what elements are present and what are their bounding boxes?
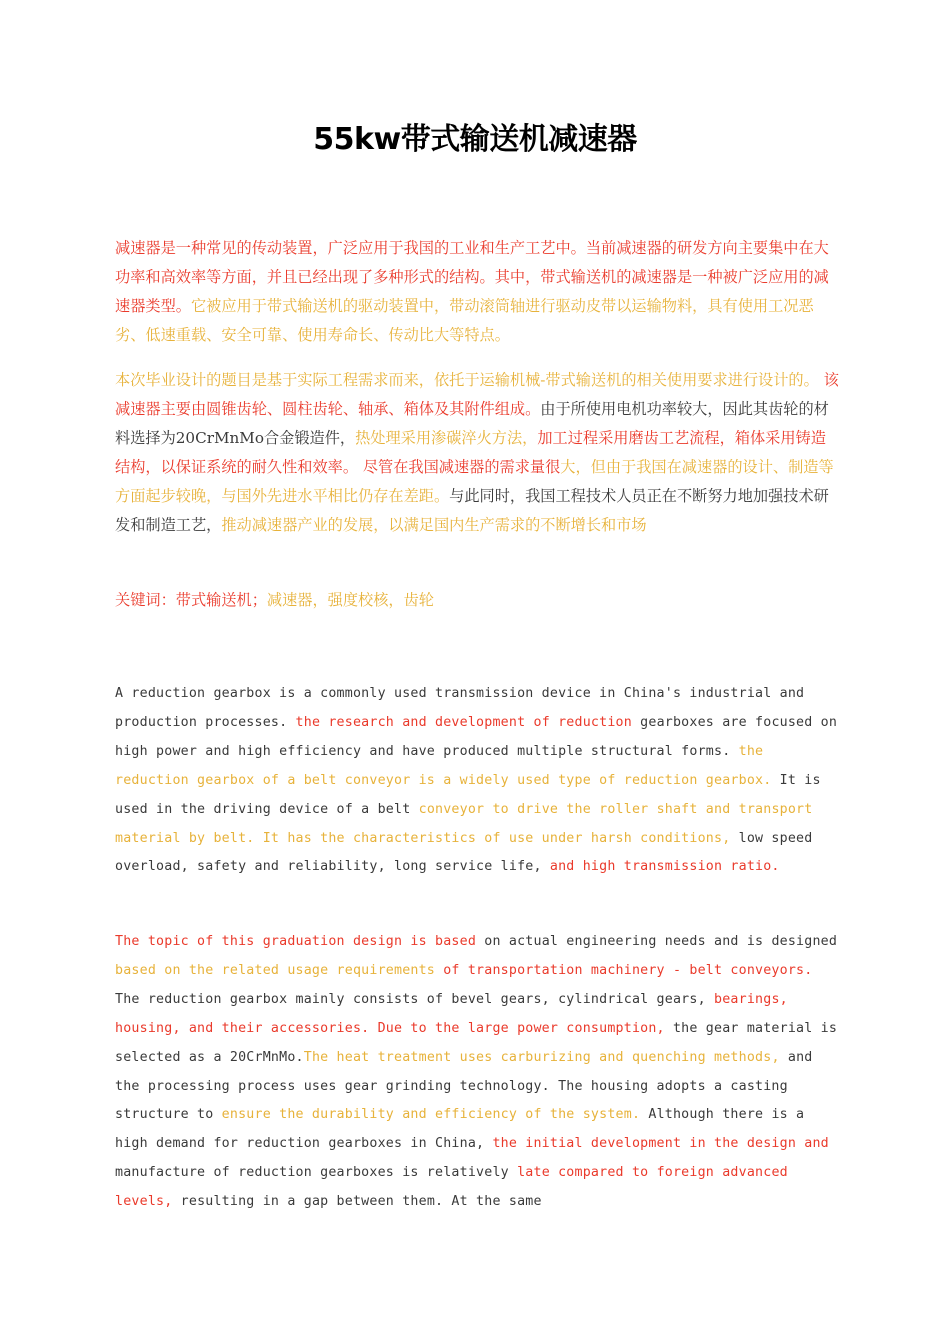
- text-run-black: 由于所使用电机功率较大，因此其齿轮的材料选择为20CrMnMo合金锻造件，: [115, 400, 829, 447]
- text-run-yellow: The heat treatment uses carburizing and quenching methods,: [303, 1049, 780, 1065]
- text-run-black: manufacture of reduction gearboxes is relatively: [115, 1165, 518, 1181]
- text-run-yellow: ensure the durability and efficiency of the system.: [221, 1107, 641, 1123]
- page-title: 55kw带式输送机减速器: [313, 122, 637, 157]
- text-run-black: resulting in a gap between them. At the same: [172, 1194, 542, 1210]
- text-run-red: The topic of this graduation design is based: [115, 934, 477, 949]
- text-run-yellow: 热处理采用渗碳淬火方法，: [355, 429, 538, 447]
- text-run-yellow: based on the related usage requirements: [115, 962, 444, 978]
- zh-paragraph-1: [115, 234, 840, 350]
- en-paragraph-2: [115, 928, 840, 1217]
- text-run-black: gearboxes are focused on high power and high efficiency and have produced multiple structural forms.: [115, 714, 838, 759]
- text-run-red: of transportation machinery - belt conveyors.: [443, 962, 813, 978]
- text-run-red: 关键词：带式输送机；: [115, 591, 267, 609]
- text-run-yellow: 减速器，强度校核，齿轮: [266, 591, 434, 609]
- text-run-black: 与此同时，我国工程技术人员正在不断努力地加强技术研发和制造工艺，: [115, 487, 829, 534]
- text-run-red: bearings, housing, and their accessories. Due to the large power consumption,: [115, 991, 788, 1036]
- text-run-yellow: 它被应用于带式输送机的驱动装置中，带动滚筒轴进行驱动皮带以运输物料，具有使用工况恶劣、低速重载、安全可靠、使用寿命长、传动比大等特点。: [115, 297, 814, 344]
- text-run-red: the research and development of reduction: [295, 714, 632, 730]
- zh-keywords: [115, 586, 840, 615]
- text-run-red: the initial development in the design and: [492, 1136, 829, 1152]
- text-run-black: the gear material is selected as a 20CrMnMo.: [115, 1020, 838, 1065]
- text-run-yellow: the reduction gearbox of a belt conveyor is a widely used type of reduction gearbox.: [115, 743, 772, 788]
- text-run-red: 减速器是一种常见的传动装置，广泛应用于我国的工业和生产工艺中。当前减速器的研发方向主要集中在大功率和高效率等方面，并且已经出现了多种形式的结构。其中，带式输送机的减速器是一种被广泛应用的减速器类型。: [115, 239, 829, 315]
- text-run-yellow: 本次毕业设计的题目是基于实际工程需求而来，依托于运输机械-带式输送机的相关使用要求进行设计的。: [115, 371, 819, 389]
- text-run-black: on actual engineering needs and is designed: [476, 934, 838, 949]
- text-run-red: late compared to foreign advanced levels,: [115, 1165, 788, 1210]
- text-run-black: and the processing process uses gear grinding technology. The housing adopts a casting structure to: [115, 1049, 813, 1123]
- text-run-black: The reduction gearbox mainly consists of bevel gears, cylindrical gears,: [115, 991, 714, 1007]
- text-run-yellow: 推动减速器产业的发展，以满足国内生产需求的不断增长和市场: [221, 516, 647, 534]
- text-run-red: 加工过程采用磨齿工艺流程，箱体采用铸造结构，以保证系统的耐久性和效率。 尽管在我国减速器的需求量很: [115, 429, 826, 476]
- text-run-black: low speed overload, safety and reliability, long service life,: [115, 830, 813, 875]
- zh-paragraph-2: [115, 366, 840, 540]
- text-run-yellow: 大，但由于我国在减速器的设计、制造等方面起步较晚，与国外先进水平相比仍存在差距。: [115, 458, 834, 505]
- en-paragraph-1: [115, 680, 840, 882]
- text-run-red: and high transmission ratio.: [549, 859, 780, 875]
- text-run-black: It is used in the driving device of a belt: [115, 772, 821, 817]
- text-run-black: A reduction gearbox is a commonly used transmission device in China's industrial and production processes.: [115, 686, 805, 730]
- text-run-black: Although there is a high demand for reduction gearboxes in China,: [115, 1107, 805, 1152]
- text-run-yellow: conveyor to drive the roller shaft and transport material by belt. It has the characteristics of use under harsh conditions,: [115, 801, 813, 846]
- text-run-red: 该减速器主要由圆锥齿轮、圆柱齿轮、轴承、箱体及其附件组成。: [115, 371, 839, 418]
